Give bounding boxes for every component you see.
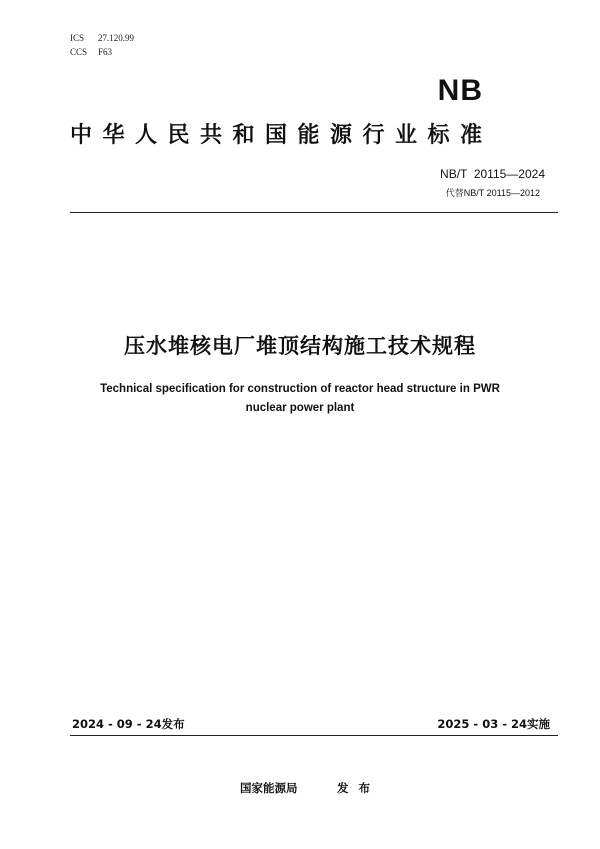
ics-code bbox=[70, 33, 134, 43]
standard-category: 中华人民共和国能源行业标准 bbox=[70, 123, 493, 148]
ccs-label: CCS bbox=[70, 47, 88, 57]
publisher: 国家能源局 bbox=[240, 781, 298, 795]
issue-date: 2024 - 09 - 24发布 bbox=[72, 717, 185, 731]
nb-logo: NB bbox=[437, 74, 483, 107]
bottom-divider bbox=[70, 735, 558, 736]
ccs-code bbox=[70, 47, 112, 57]
document-title-english: Technical specification for construction of reactor head structure in PWR nuclear power plant bbox=[100, 383, 500, 414]
implementation-date: 2025 - 03 - 24实施 bbox=[437, 717, 550, 731]
replaces-standard: 代替NB/T 20115—2012 bbox=[445, 188, 540, 198]
standard-number: NB/T 20115—2024 bbox=[440, 167, 545, 181]
ics-label: ICS bbox=[70, 33, 85, 43]
document-title-chinese: 压水堆核电厂堆顶结构施工技术规程 bbox=[124, 334, 476, 358]
top-divider bbox=[70, 212, 558, 213]
ics-value: 27.120.99 bbox=[98, 33, 134, 43]
publish-label: 发布 bbox=[337, 781, 380, 795]
ccs-value: F63 bbox=[98, 47, 113, 57]
